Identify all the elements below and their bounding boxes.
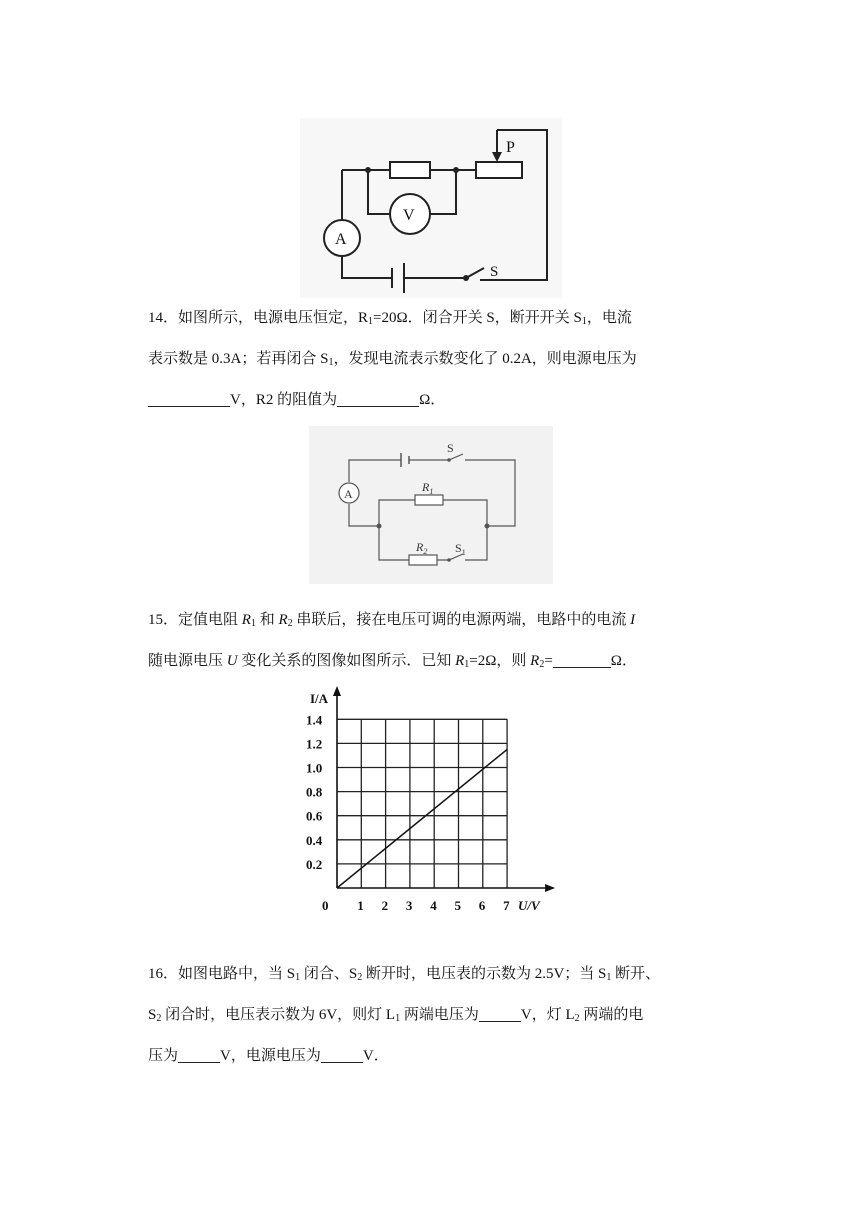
answer-blank[interactable]: [337, 392, 419, 407]
x-axis-arrow: [545, 884, 555, 892]
r1-label: $R_1$: [422, 480, 434, 496]
switch-s-label: S: [447, 441, 454, 455]
y-axis-arrow: [333, 686, 341, 696]
x-tick-label: 7: [503, 898, 510, 913]
voltmeter-label: V: [403, 207, 415, 224]
r2-label: $R_2$: [416, 540, 428, 556]
x-tick-label: 5: [454, 898, 461, 913]
x-tick-label: 1: [357, 898, 364, 913]
ammeter-label: A: [335, 231, 347, 248]
y-axis-label: I/A: [310, 691, 329, 706]
circuit-figure-q13: [300, 118, 562, 298]
y-tick-label: 1.4: [306, 712, 323, 728]
answer-blank[interactable]: [148, 392, 230, 407]
answer-blank[interactable]: [479, 1007, 521, 1022]
y-tick-label: 0.6: [306, 808, 323, 824]
question-16: 16．如图电路中，当 $S_1$ 闭合、$S_2$ 断开时，电压表的示数为 2.5V；当 $S_1$ 断开、 $S_2$ 闭合时，电压表示数为 6V，则灯 $L_1$ 两端电压为 V，灯 $L_2$ 两端的电 压为 V，电源电压为 V．: [148, 966, 661, 1064]
switch-label: S: [490, 264, 499, 280]
question-14: 14．如图所示，电源电压恒定，$R_1=20\Omega$．闭合开关 S，断开开关 $S_1$，电流 表示数是 0.3A；若再闭合 $S_1$，发现电流表示数变化了 0.2A，则电源电压为 V，R2 的阻值为 Ω．: [148, 310, 637, 408]
x-axis-label: U/V: [518, 898, 540, 913]
slider-label: P: [506, 139, 515, 156]
y-tick-label: 0.2: [306, 856, 323, 872]
answer-blank[interactable]: [553, 653, 611, 668]
resistor-r1-icon: [415, 495, 443, 505]
answer-blank[interactable]: [321, 1048, 363, 1063]
y-tick-label: 0.4: [306, 832, 323, 848]
series-line: [337, 749, 507, 888]
ammeter-label: A: [344, 487, 353, 501]
origin-label: 0: [322, 898, 329, 913]
answer-blank[interactable]: [178, 1048, 220, 1063]
x-tick-label: 3: [405, 898, 413, 913]
circuit-figure-q14: [309, 426, 553, 584]
resistor-icon: [390, 162, 430, 178]
y-tick-label: 1.2: [306, 736, 323, 752]
rheostat-icon: [476, 162, 522, 178]
x-tick-label: 6: [478, 898, 486, 913]
resistor-r2-icon: [409, 555, 437, 565]
s1-label: $S_1$: [455, 541, 466, 557]
x-tick-label: 4: [430, 898, 437, 913]
x-tick-label: 2: [381, 898, 389, 913]
iu-graph: [300, 686, 560, 918]
question-15: 15．定值电阻 $R_1$ 和 $R_2$ 串联后，接在电压可调的电源两端，电路中的电流 I 随电源电压 U 变化关系的图像如图所示．已知 $R_1=2\Omega$，则 $R_2= \Omega$．: [148, 612, 637, 670]
y-tick-label: 0.8: [306, 784, 323, 800]
y-tick-label: 1.0: [306, 760, 323, 776]
